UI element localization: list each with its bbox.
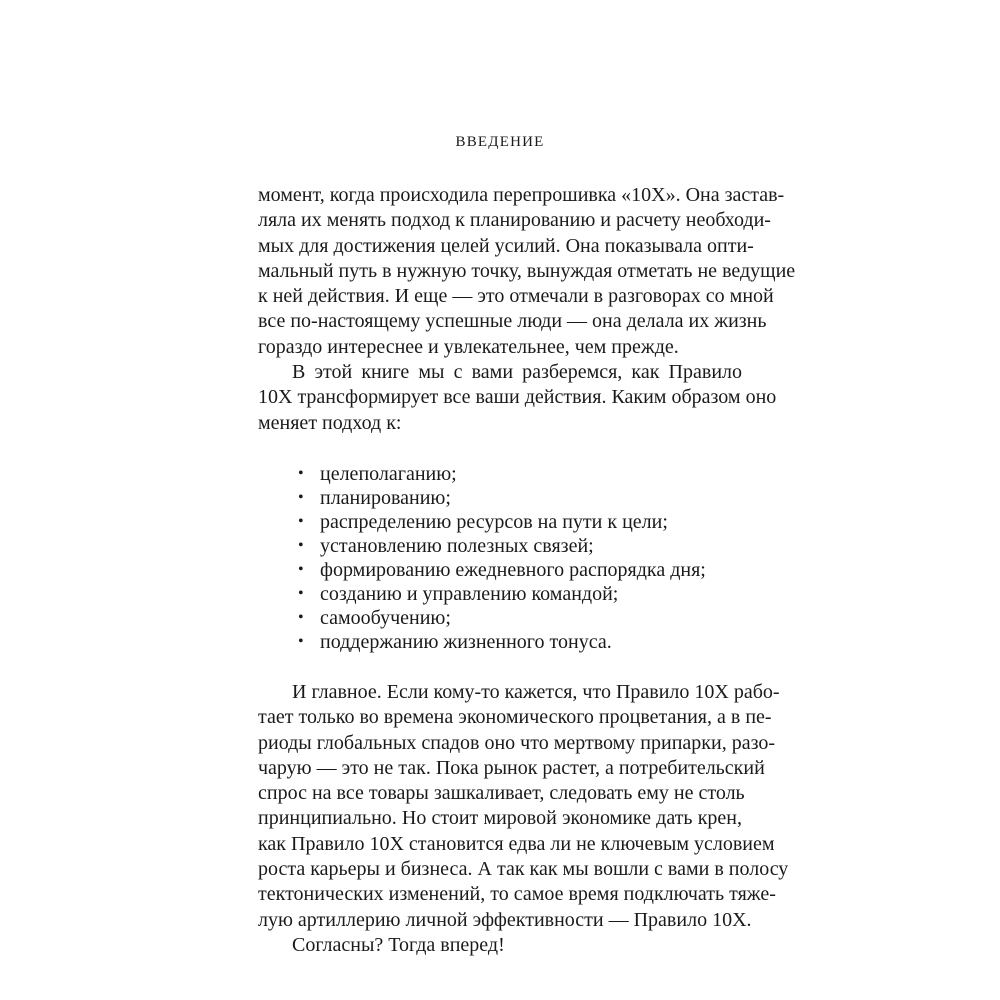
list-item-text: целеполаганию; — [320, 462, 457, 485]
text-line: Согласны? Тогда вперед! — [292, 933, 505, 956]
list-item-text: поддержанию жизненного тонуса. — [320, 630, 612, 653]
text-line: лую артиллерию личной эффективности — Правило 10Х. — [258, 908, 752, 931]
list-item — [258, 462, 742, 486]
text-line: риоды глобальных спадов оно что мертвому припарки, разо- — [258, 731, 776, 754]
bullet-list — [258, 462, 742, 654]
running-head: ВВЕДЕНИЕ — [455, 134, 545, 150]
bullet-icon: • — [298, 536, 304, 554]
text-line: к ней действия. И еще — это отмечали в разговорах со мной — [258, 285, 774, 308]
bullet-icon: • — [298, 608, 304, 626]
text-line: принципиально. Но стоит мировой экономике дать крен, — [258, 807, 742, 830]
text-line: мых для достижения целей усилий. Она показывала опти- — [258, 234, 754, 257]
text-line: мальный путь в нужную точку, вынуждая отметать не ведущие — [258, 259, 796, 282]
list-item — [258, 510, 742, 534]
list-item-text: созданию и управлению командой; — [320, 582, 619, 605]
paragraph-4 — [258, 933, 742, 958]
list-item-text: формированию ежедневного распорядка дня; — [320, 558, 706, 581]
bullet-icon: • — [298, 584, 304, 602]
bullet-icon: • — [298, 560, 304, 578]
book-page — [258, 0, 796, 1000]
text-line: чарую — это не так. Пока рынок растет, а потребительский — [258, 756, 765, 779]
paragraph-2 — [258, 360, 777, 436]
text-line: все по-настоящему успешные люди — она делала их жизнь — [258, 310, 767, 333]
list-item-text: распределению ресурсов на пути к цели; — [320, 510, 668, 533]
list-item-text: самообучению; — [320, 606, 451, 629]
bullet-icon: • — [298, 632, 304, 650]
text-line: момент, когда происходила перепрошивка «10Х». Она застав- — [258, 184, 785, 206]
text-line: ляла их менять подход к планированию и расчету необходи- — [258, 209, 771, 232]
text-line: роста карьеры и бизнеса. А так как мы вошли с вами в полосу — [258, 858, 789, 881]
list-item — [258, 630, 742, 654]
text-line: спрос на все товары зашкаливает, следовать ему не столь — [258, 782, 745, 805]
text-line: как Правило 10Х становится едва ли не ключевым условием — [258, 832, 775, 855]
text-line: И главное. Если кому-то кажется, что Правило 10Х рабо- — [292, 680, 780, 703]
list-item-text: установлению полезных связей; — [320, 534, 594, 557]
list-item — [258, 534, 742, 558]
text-line: меняет подход к: — [258, 411, 402, 434]
paragraph-3 — [258, 680, 789, 933]
list-item — [258, 486, 742, 510]
body-text — [258, 183, 796, 958]
text-line: тектонических изменений, то самое время подключать тяже- — [258, 883, 776, 906]
text-line: гораздо интереснее и увлекательнее, чем прежде. — [258, 335, 679, 358]
list-item — [258, 582, 742, 606]
list-item-text: планированию; — [320, 486, 451, 509]
text-line: тает только во времена экономического процветания, а в пе- — [258, 706, 772, 729]
paragraph-1 — [258, 183, 796, 360]
text-line: 10Х трансформирует все ваши действия. Каким образом оно — [258, 386, 777, 409]
bullet-icon: • — [298, 464, 304, 482]
text-line: В этой книге мы с вами разберемся, как Правило — [292, 361, 742, 384]
bullet-icon: • — [298, 488, 304, 506]
bullet-icon: • — [298, 512, 304, 530]
list-item — [258, 558, 742, 582]
list-item — [258, 606, 742, 630]
